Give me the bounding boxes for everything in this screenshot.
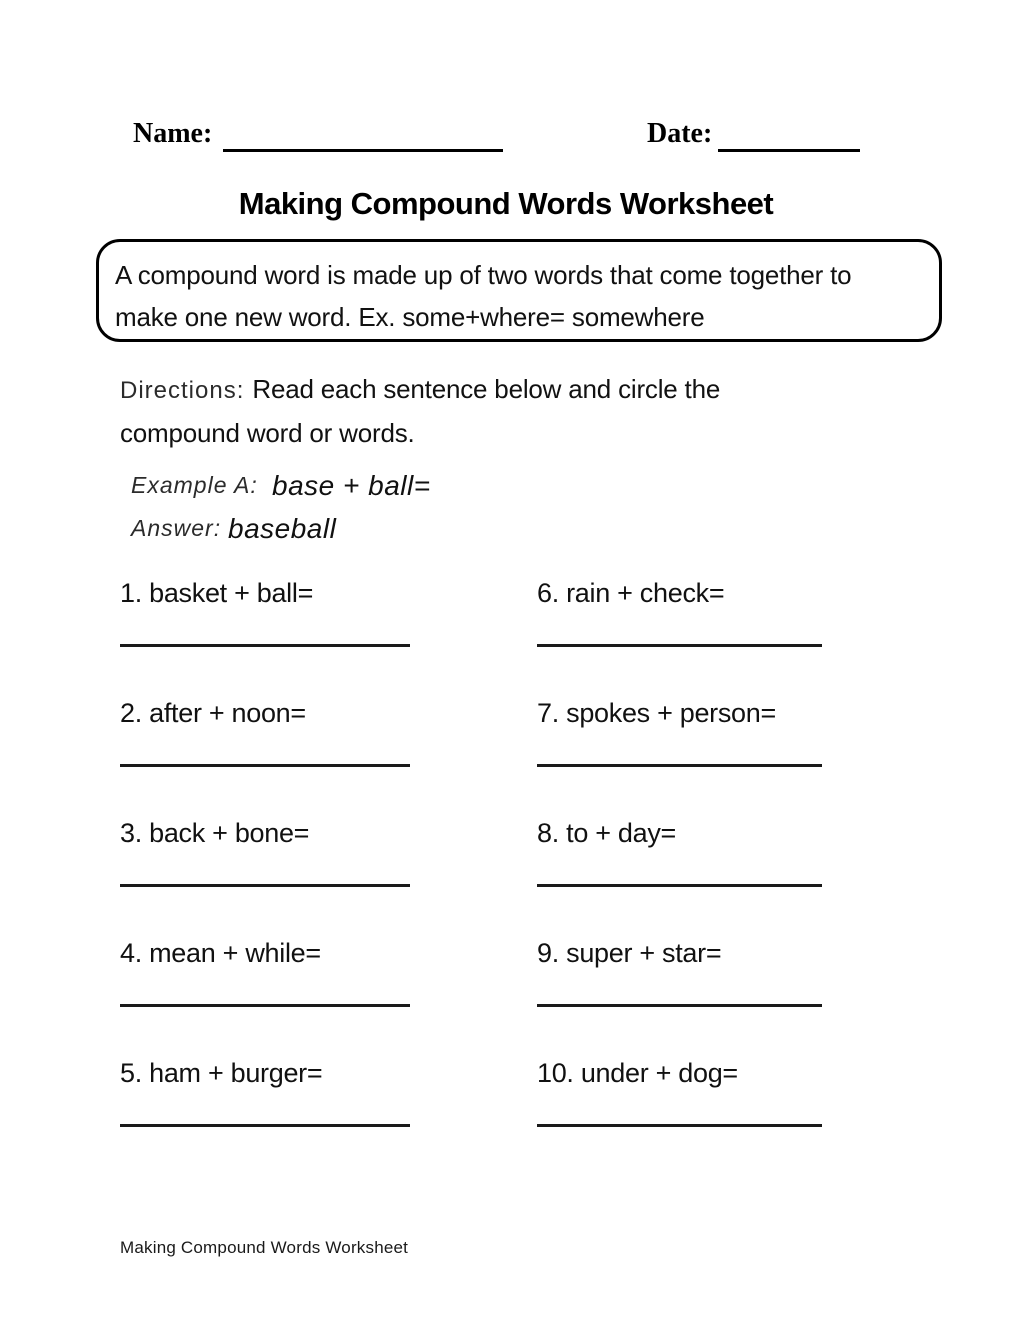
item-8-label: 8. to + day= bbox=[537, 818, 677, 848]
item-5 bbox=[120, 1058, 440, 1138]
item-5-answer-blank[interactable] bbox=[120, 1124, 410, 1127]
item-1-answer-blank[interactable] bbox=[120, 644, 410, 647]
item-3-answer-blank[interactable] bbox=[120, 884, 410, 887]
item-10-answer-blank[interactable] bbox=[537, 1124, 822, 1127]
item-9-answer-blank[interactable] bbox=[537, 1004, 822, 1007]
item-3-label: 3. back + bone= bbox=[120, 818, 310, 848]
worksheet-title: Making Compound Words Worksheet bbox=[238, 186, 774, 221]
name-blank-line[interactable] bbox=[223, 125, 503, 152]
item-6-label: 6. rain + check= bbox=[537, 578, 725, 608]
item-3 bbox=[120, 818, 440, 898]
date-blank-line[interactable] bbox=[718, 125, 860, 152]
definition-line-2: make one new word. Ex. some+where= somewhere bbox=[115, 302, 705, 332]
directions-text: Read each sentence below and circle the compound word or words. bbox=[120, 374, 721, 448]
item-2-label: 2. after + noon= bbox=[120, 698, 306, 728]
item-2-answer-blank[interactable] bbox=[120, 764, 410, 767]
item-4 bbox=[120, 938, 440, 1018]
answer-label: Answer: bbox=[131, 515, 222, 541]
directions-paragraph bbox=[120, 368, 800, 455]
item-7-label: 7. spokes + person= bbox=[537, 698, 776, 728]
item-10 bbox=[537, 1058, 857, 1138]
item-8 bbox=[537, 818, 857, 898]
item-5-label: 5. ham + burger= bbox=[120, 1058, 323, 1088]
item-4-answer-blank[interactable] bbox=[120, 1004, 410, 1007]
definition-box bbox=[96, 239, 942, 342]
definition-line-1: A compound word is made up of two words that come together to bbox=[115, 260, 852, 290]
item-1-label: 1. basket + ball= bbox=[120, 578, 314, 608]
item-7 bbox=[537, 698, 857, 778]
footer-title: Making Compound Words Worksheet bbox=[120, 1238, 409, 1257]
item-1 bbox=[120, 578, 440, 658]
item-9-label: 9. super + star= bbox=[537, 938, 722, 968]
item-6-answer-blank[interactable] bbox=[537, 644, 822, 647]
example-value: base + ball= bbox=[272, 470, 431, 501]
example-label: Example A: bbox=[131, 472, 258, 498]
item-4-label: 4. mean + while= bbox=[120, 938, 321, 968]
item-10-label: 10. under + dog= bbox=[537, 1058, 738, 1088]
item-6 bbox=[537, 578, 857, 658]
answer-value: baseball bbox=[228, 513, 337, 544]
date-label: Date: bbox=[647, 118, 713, 149]
item-9 bbox=[537, 938, 857, 1018]
item-8-answer-blank[interactable] bbox=[537, 884, 822, 887]
item-2 bbox=[120, 698, 440, 778]
directions-label: Directions: bbox=[120, 377, 245, 404]
name-label: Name: bbox=[133, 118, 213, 149]
item-7-answer-blank[interactable] bbox=[537, 764, 822, 767]
